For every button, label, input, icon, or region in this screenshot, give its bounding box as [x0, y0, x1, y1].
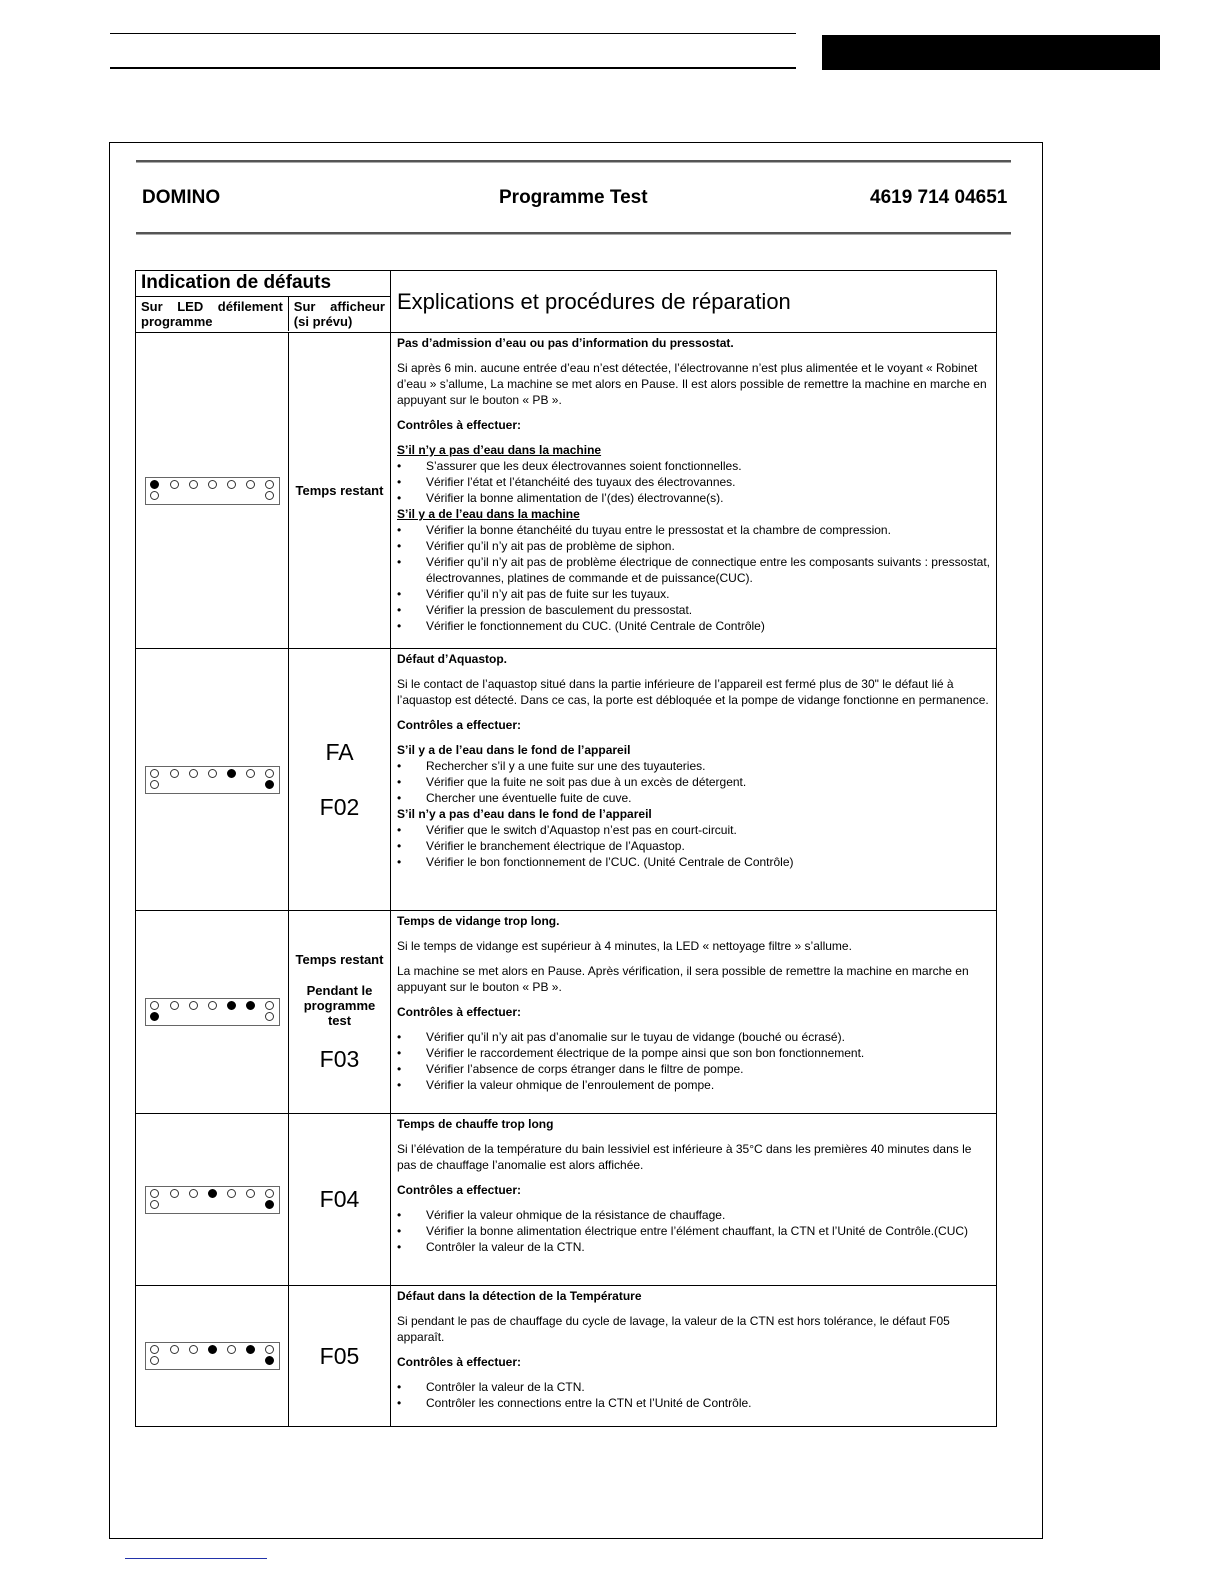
led-off-indicator [265, 1189, 274, 1198]
led-on-indicator [227, 1001, 236, 1010]
check-item: • Vérifier qu’il n’y ait pas de problème électrique de connectique entre les composants suivants : pressostat, électrovannes, platines de commande et de puissance(CUC). [397, 554, 990, 586]
check-item: • Contrôler la valeur de la CTN. [397, 1379, 990, 1395]
display-indication: Temps restant [295, 951, 384, 967]
led-off-indicator [265, 1012, 274, 1021]
led-off-indicator [208, 480, 217, 489]
check-item: • Vérifier le branchement électrique de l’Aquastop. [397, 838, 990, 854]
check-item: • Contrôler la valeur de la CTN. [397, 1239, 990, 1255]
display-indication: Temps restant [295, 483, 384, 498]
top-rule-upper [110, 33, 796, 34]
led-on-indicator [208, 1189, 217, 1198]
led-off-indicator [208, 1001, 217, 1010]
check-item: • Vérifier la bonne étanchéité du tuyau entre le pressostat et la chambre de compression. [397, 522, 990, 538]
led-on-indicator [208, 1345, 217, 1354]
check-item: • Vérifier le fonctionnement du CUC. (Unité Centrale de Contrôle) [397, 618, 990, 634]
led-panel [145, 766, 280, 794]
controls-heading: Contrôles a effectuer: [397, 718, 522, 732]
check-item: • Vérifier la valeur ohmique de la résistance de chauffage. [397, 1207, 990, 1223]
check-item: • Vérifier l’état et l’étanchéité des tuyaux des électrovannes. [397, 474, 990, 490]
fault-row [136, 649, 997, 911]
led-panel [145, 1186, 280, 1214]
check-item: • Vérifier le bon fonctionnement de l’CUC. (Unité Centrale de Contrôle) [397, 854, 990, 870]
header-rule-top [136, 160, 1011, 163]
fault-row [136, 1114, 997, 1286]
fault-description: La machine se met alors en Pause. Après vérification, il sera possible de remettre la machine en marche en appuyant sur le bouton « PB ». [397, 964, 969, 994]
check-group-heading: S’il n’y a pas d’eau dans la machine [397, 443, 602, 457]
led-off-indicator [227, 480, 236, 489]
fault-title: Défaut dans la détection de la Température [397, 1289, 642, 1303]
fault-row [136, 1286, 997, 1427]
led-off-indicator [170, 1189, 179, 1198]
check-item: • Vérifier que le switch d’Aquastop n’est pas en court-circuit. [397, 822, 990, 838]
led-off-indicator [170, 769, 179, 778]
table-header-row [136, 271, 997, 333]
led-off-indicator [189, 1001, 198, 1010]
led-off-indicator [150, 780, 159, 789]
led-column-header: Sur LED défilement programme [136, 297, 289, 331]
check-item: • Vérifier qu’il n’y ait pas d’anomalie sur le tuyau de vidange (bouché ou écrasé). [397, 1029, 990, 1045]
fault-description: Si le contact de l’aquastop situé dans la partie inférieure de l’appareil est fermé plus de 30" le défaut lié à l’aquastop est détecté. Dans ce cas, la porte est débloquée et la pompe de vidange fonctionne en permanence. [397, 677, 989, 707]
fault-row [136, 911, 997, 1114]
led-off-indicator [265, 491, 274, 500]
check-item: • Vérifier la valeur ohmique de l’enroulement de pompe. [397, 1077, 990, 1093]
led-off-indicator [170, 1001, 179, 1010]
led-off-indicator [189, 1345, 198, 1354]
led-on-indicator [265, 780, 274, 789]
check-item: • Vérifier qu’il n’y ait pas de fuite sur les tuyaux. [397, 586, 990, 602]
check-item: • Vérifier qu’il n’y ait pas de problème de siphon. [397, 538, 990, 554]
led-panel [145, 998, 280, 1026]
led-on-indicator [265, 1356, 274, 1365]
check-item: • S’assurer que les deux électrovannes soient fonctionnelles. [397, 458, 990, 474]
check-item: • Vérifier l’absence de corps étranger dans le filtre de pompe. [397, 1061, 990, 1077]
check-group-heading: S’il n’y a pas d’eau dans le fond de l’appareil [397, 807, 652, 821]
fault-title: Temps de chauffe trop long [397, 1117, 554, 1131]
fault-description: Si le temps de vidange est supérieur à 4 minutes, la LED « nettoyage filtre » s’allume. [397, 939, 852, 953]
led-on-indicator [246, 1001, 255, 1010]
led-off-indicator [265, 1345, 274, 1354]
check-item: • Vérifier la bonne alimentation électrique entre l’élément chauffant, la CTN et l’Unité de Contrôle.(CUC) [397, 1223, 990, 1239]
display-test-note: Pendant le programme test [303, 982, 376, 1028]
led-panel [145, 1342, 280, 1370]
fault-description: Si pendant le pas de chauffage du cycle de lavage, la valeur de la CTN est hors tolérance, le défaut F05 apparaît. [397, 1314, 950, 1344]
led-on-indicator [246, 1345, 255, 1354]
led-off-indicator [265, 480, 274, 489]
fault-indication-title: Indication de défauts [136, 271, 390, 297]
led-off-indicator [150, 1345, 159, 1354]
check-item: • Vérifier la pression de basculement du pressostat. [397, 602, 990, 618]
led-off-indicator [208, 769, 217, 778]
fault-description: Si l’élévation de la température du bain lessiviel est inférieure à 35°C dans les premières 40 minutes dans le pas de chauffage l’anomalie est alors affichée. [397, 1142, 972, 1172]
led-off-indicator [265, 1001, 274, 1010]
led-off-indicator [150, 1001, 159, 1010]
led-off-indicator [150, 1189, 159, 1198]
document-title: Programme Test [499, 187, 648, 208]
header-black-bar [822, 35, 1160, 70]
check-group-heading: S’il y a de l’eau dans le fond de l’appareil [397, 743, 631, 757]
led-off-indicator [170, 480, 179, 489]
check-item: • Chercher une éventuelle fuite de cuve. [397, 790, 990, 806]
led-off-indicator [189, 480, 198, 489]
controls-heading: Contrôles à effectuer: [397, 418, 522, 432]
check-item: • Vérifier la bonne alimentation de l’(des) électrovanne(s). [397, 490, 990, 506]
led-off-indicator [170, 1345, 179, 1354]
header-rule-bottom [136, 232, 1011, 235]
led-off-indicator [246, 769, 255, 778]
led-off-indicator [189, 769, 198, 778]
led-off-indicator [246, 1189, 255, 1198]
reference-number: 4619 714 04651 [870, 187, 1008, 208]
controls-heading: Contrôles à effectuer: [397, 1355, 522, 1369]
led-on-indicator [227, 769, 236, 778]
led-on-indicator [150, 1012, 159, 1021]
fault-row [136, 333, 997, 649]
fault-table [135, 270, 997, 1427]
footer-link-underline [125, 1558, 267, 1559]
check-item: • Rechercher s’il y a une fuite sur une des tuyauteries. [397, 758, 990, 774]
led-off-indicator [246, 480, 255, 489]
led-off-indicator [150, 769, 159, 778]
fault-title: Temps de vidange trop long. [397, 914, 560, 928]
led-on-indicator [265, 1200, 274, 1209]
explanation-column-header: Explications et procédures de réparation [391, 271, 997, 333]
controls-heading: Contrôles a effectuer: [397, 1183, 522, 1197]
check-group-heading: S’il y a de l’eau dans la machine [397, 507, 580, 521]
display-column-header: Sur afficheur (si prévu) [293, 299, 385, 329]
model-name: DOMINO [142, 187, 221, 208]
led-panel [145, 477, 280, 505]
display-code: F05 [319, 1342, 360, 1369]
led-off-indicator [265, 769, 274, 778]
check-item: • Contrôler les connections entre la CTN et l’Unité de Contrôle. [397, 1395, 990, 1411]
display-code: F04 [319, 1186, 360, 1212]
controls-heading: Contrôles à effectuer: [397, 1005, 522, 1019]
check-item: • Vérifier le raccordement électrique de la pompe ainsi que son bon fonctionnement. [397, 1045, 990, 1061]
led-off-indicator [189, 1189, 198, 1198]
led-off-indicator [150, 1200, 159, 1209]
led-off-indicator [150, 491, 159, 500]
led-off-indicator [227, 1189, 236, 1198]
display-code: F03 [319, 1045, 360, 1072]
led-on-indicator [150, 480, 159, 489]
led-off-indicator [150, 1356, 159, 1365]
check-item: • Vérifier que la fuite ne soit pas due à un excès de détergent. [397, 774, 990, 790]
fault-title: Défaut d’Aquastop. [397, 652, 507, 666]
display-code: F02 [319, 793, 360, 820]
top-rule-lower [110, 67, 796, 69]
led-off-indicator [227, 1345, 236, 1354]
display-code: FA [325, 738, 354, 765]
fault-title: Pas d’admission d’eau ou pas d’information du pressostat. [397, 336, 734, 350]
fault-description: Si après 6 min. aucune entrée d’eau n’est détectée, l’électrovanne n’est plus alimentée et le voyant « Robinet d’eau » s’allume, La machine se met alors en Pause. Il est alors possible de remettre la machine en marche en appuyant sur le bouton « PB ». [397, 361, 987, 407]
